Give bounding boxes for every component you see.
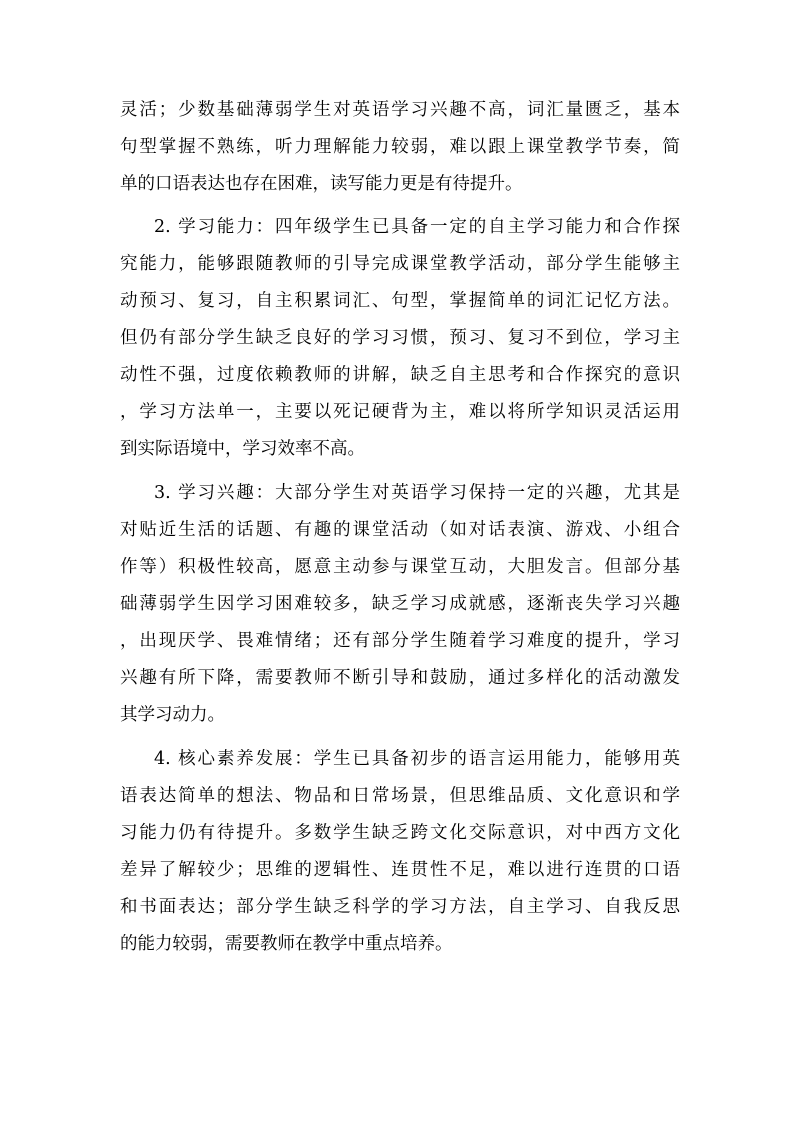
text-line: 但仍有部分学生缺乏良好的学习习惯，预习、复习不到位，学习主: [120, 328, 680, 348]
text-line: 句型掌握不熟练，听力理解能力较弱，难以跟上课堂教学节奏，简: [120, 137, 680, 157]
text-line: 习能力仍有待提升。多数学生缺乏跨文化交际意识，对中西方文化: [120, 823, 680, 843]
text-line: 础薄弱学生因学习困难较多，缺乏学习成就感，逐渐丧失学习兴趣: [120, 594, 680, 614]
text-line: 单的口语表达也存在困难，读写能力更是有待提升。: [120, 174, 523, 194]
text-line: 差异了解较少；思维的逻辑性、连贯性不足，难以进行连贯的口语: [120, 860, 680, 880]
text-line: 兴趣有所下降，需要教师不断引导和鼓励，通过多样化的活动激发: [120, 668, 680, 688]
text-line: 4. 核心素养发展：学生已具备初步的语言运用能力，能够用英: [154, 749, 680, 769]
text-line: ，学习方法单一，主要以死记硬背为主，难以将所学知识灵活运用: [120, 402, 680, 422]
text-line: 动性不强，过度依赖教师的讲解，缺乏自主思考和合作探究的意识: [120, 365, 680, 385]
text-line: 动预习、复习，自主积累词汇、句型，掌握简单的词汇记忆方法。: [120, 291, 680, 311]
text-line: 的能力较弱，需要教师在教学中重点培养。: [120, 934, 453, 954]
text-line: 究能力，能够跟随教师的引导完成课堂教学活动，部分学生能够主: [120, 254, 680, 274]
text-line: 作等）积极性较高，愿意主动参与课堂互动，大胆发言。但部分基: [120, 557, 680, 577]
text-line: 到实际语境中，学习效率不高。: [120, 439, 365, 459]
text-line: 和书面表达；部分学生缺乏科学的学习方法，自主学习、自我反思: [120, 897, 680, 917]
text-line: 2. 学习能力：四年级学生已具备一定的自主学习能力和合作探: [154, 217, 680, 237]
text-line: 3. 学习兴趣：大部分学生对英语学习保持一定的兴趣，尤其是: [154, 483, 680, 503]
text-line: 对贴近生活的话题、有趣的课堂活动（如对话表演、游戏、小组合: [120, 520, 680, 540]
text-line: 灵活；少数基础薄弱学生对英语学习兴趣不高，词汇量匮乏，基本: [120, 100, 680, 120]
text-line: 其学习动力。: [120, 705, 225, 725]
text-line: 语表达简单的想法、物品和日常场景，但思维品质、文化意识和学: [120, 786, 680, 806]
text-line: ，出现厌学、畏难情绪；还有部分学生随着学习难度的提升，学习: [120, 631, 680, 651]
